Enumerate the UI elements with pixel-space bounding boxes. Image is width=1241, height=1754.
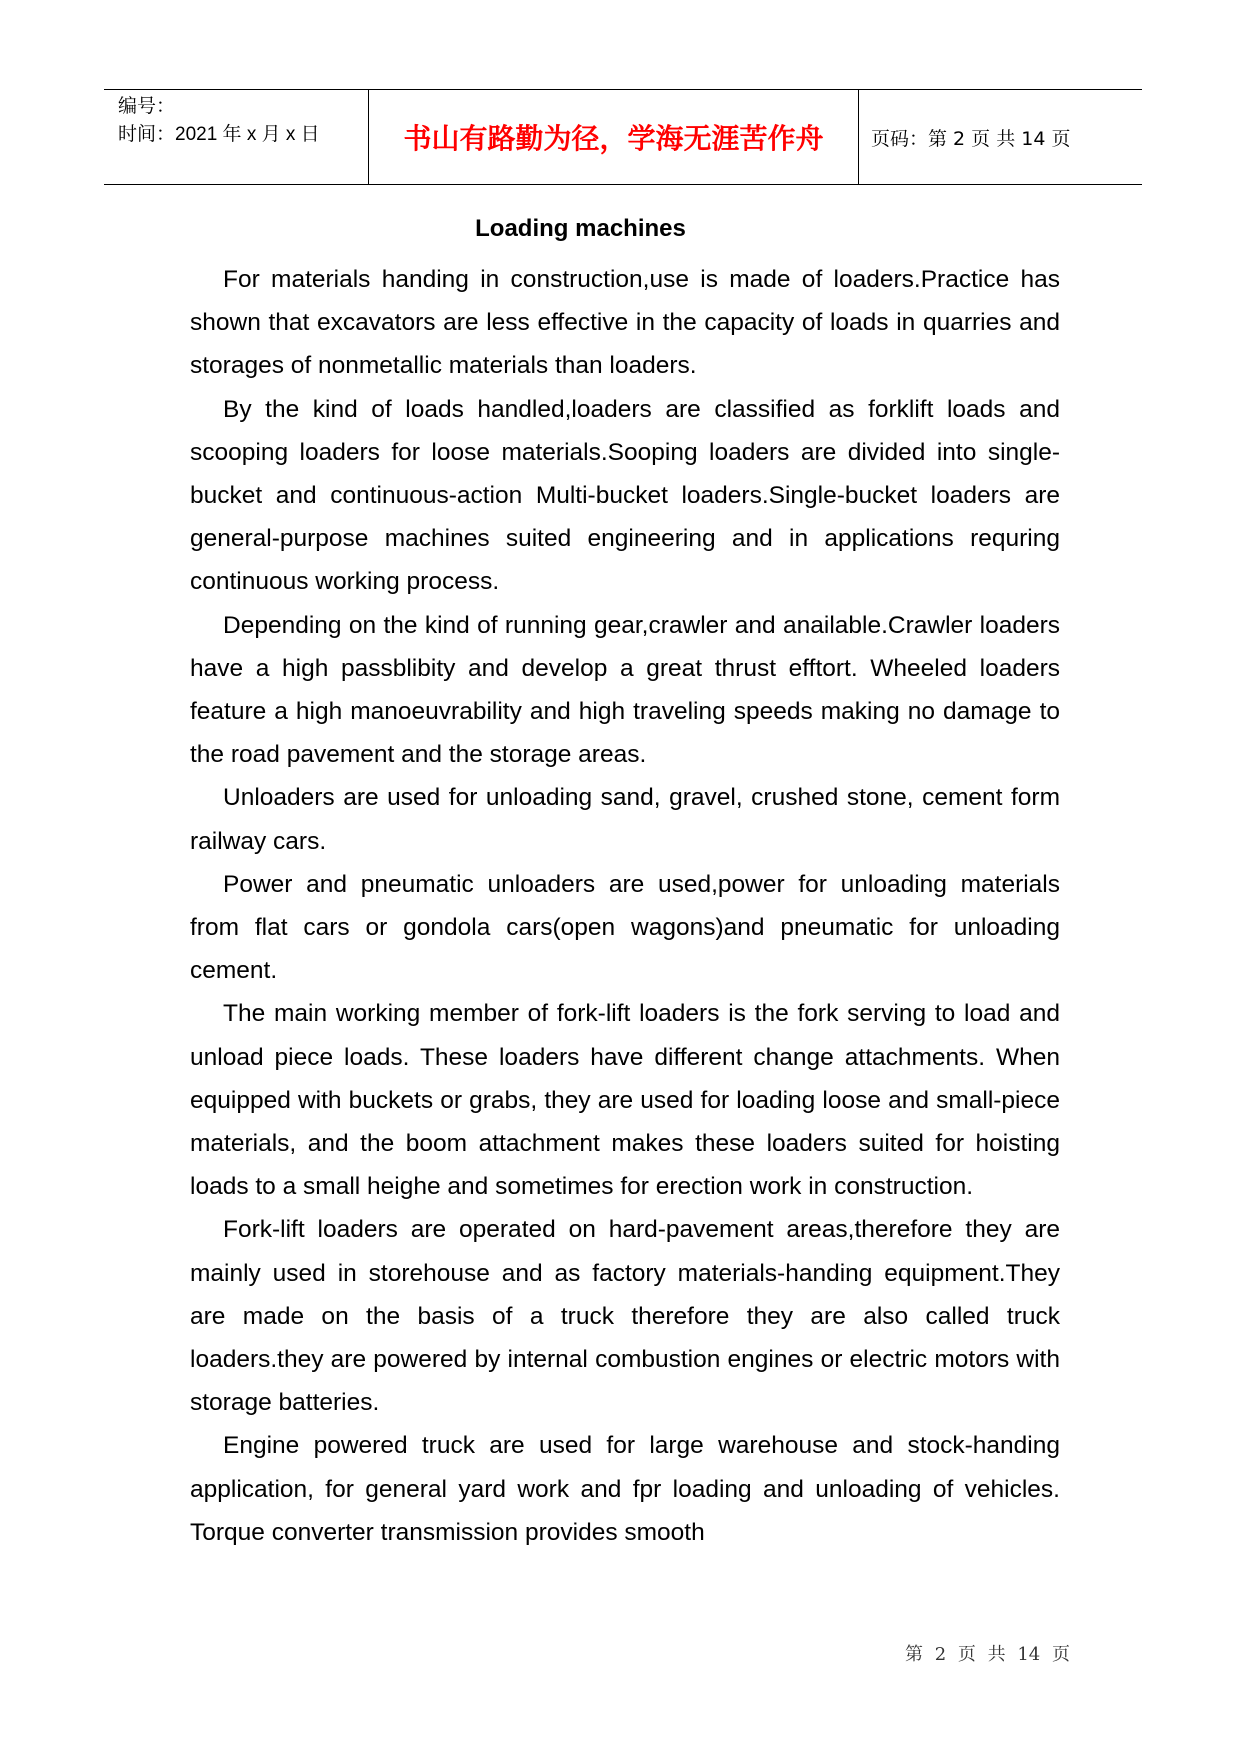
paragraph: Engine powered truck are used for large warehouse and stock-handing application, for general yard work and fpr loading and unloading of vehicles. Torque converter transmission provides smooth	[190, 1432, 1060, 1546]
paragraph: Depending on the kind of running gear,crawler and anailable.Crawler loaders have a high passblibity and develop a great thrust efftort. Wheeled loaders feature a high manoeuvrability and high traveling speeds making no damage to the road pavement and the storage areas.	[190, 611, 1060, 769]
paragraph: Fork-lift loaders are operated on hard-pavement areas,therefore they are mainly used in storehouse and as factory materials-handing equipment.They are made on the basis of a truck therefore they are also called truck loaders.they are powered by internal combustion engines or electric motors with storage batteries.	[190, 1216, 1060, 1417]
page-header	[104, 89, 1142, 185]
header-page-code: 页码：第 2 页 共 14 页	[871, 127, 1071, 150]
page-footer	[905, 1640, 1070, 1666]
document-body	[190, 258, 1060, 1554]
paragraph: Power and pneumatic unloaders are used,power for unloading materials from flat cars or gondola cars(open wagons)and pneumatic for unloading cement.	[190, 870, 1060, 985]
document-title: Loading machines	[475, 215, 686, 242]
header-page-cell	[859, 90, 1142, 184]
paragraph: Unloaders are used for unloading sand, gravel, crushed stone, cement form railway cars.	[190, 784, 1060, 855]
header-motto: 书山有路勤为径，学海无涯苦作舟	[403, 122, 824, 155]
paragraph: The main working member of fork-lift loaders is the fork serving to load and unload piece loads. These loaders have different change attachments. When equipped with buckets or grabs, they are used for loading loose and small-piece materials, and the boom attachment makes these loaders suited for hoisting loads to a small heighe and sometimes for erection work in construction.	[190, 1000, 1060, 1201]
document-number-label: 编号：	[118, 96, 176, 117]
document-date: 时间：2021 年 x 月 x 日	[118, 124, 320, 145]
header-meta-cell	[104, 90, 369, 184]
paragraph: For materials handing in construction,use is made of loaders.Practice has shown that excavators are less effective in the capacity of loads in quarries and storages of nonmetallic materials than loaders.	[190, 266, 1060, 380]
header-motto-cell	[369, 90, 859, 184]
paragraph: By the kind of loads handled,loaders are classified as forklift loads and scooping loaders for loose materials.Sooping loaders are divided into single-bucket and continuous-action Multi-bucket loaders.Single-bucket loaders are general-purpose machines suited engineering and in applications requring continuous working process.	[190, 395, 1060, 596]
document-title-wrap	[0, 215, 1241, 243]
footer-page-indicator: 第 2 页 共 14 页	[905, 1644, 1070, 1665]
